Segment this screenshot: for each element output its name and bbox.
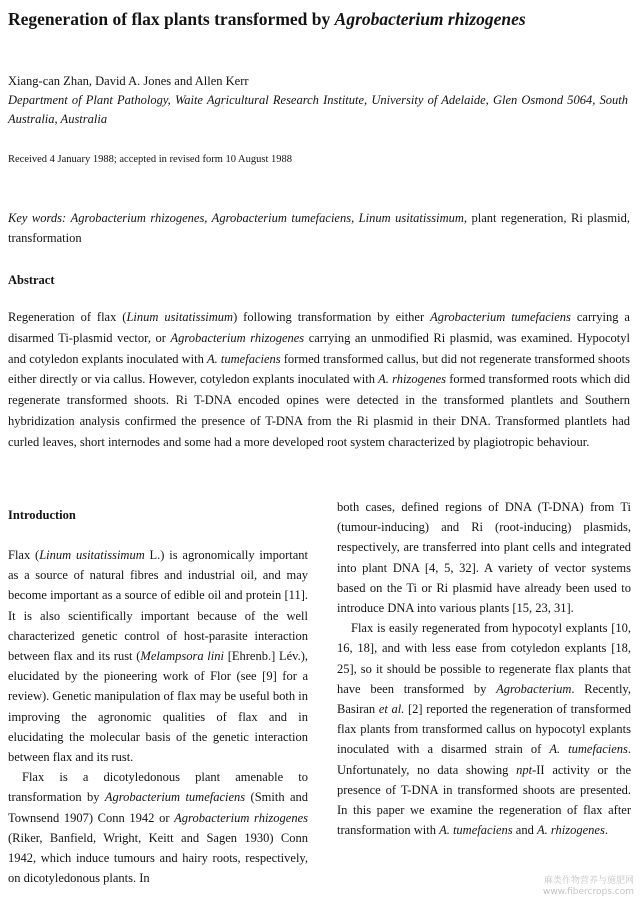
paragraph-text: . Recently, Basiran — [337, 681, 631, 717]
left-column — [8, 545, 308, 888]
abstract-body — [8, 307, 630, 453]
article-title — [8, 8, 632, 30]
watermark-line-2: www.fibercrops.com — [543, 887, 634, 897]
paragraph-text: . Unfortunately, no data showing — [337, 742, 631, 777]
abstract-italic: Agrobacterium rhizogenes — [170, 330, 305, 345]
paragraph-italic: npt — [516, 762, 533, 777]
paragraph-text: Flax ( — [8, 548, 40, 562]
paragraph-italic: Agrobacterium tumefaciens — [104, 790, 246, 805]
paragraph-text: -II activity or the presence of T-DNA in transformed shoots are presented. In this paper we examine the regeneration of flax after transformation with — [337, 762, 631, 838]
keywords-label: Key words: — [8, 211, 67, 225]
abstract-text: ) following transformation by either — [233, 310, 431, 324]
intro-paragraph-3: both cases, defined regions of DNA (T-DNA) from Ti (tumour-inducing) and Ri (root-inducing) plasmids, respectively, are transferred into plant cells and integrated into plant DNA [4, 5, 32]. A variety of vector systems based on the Ti or Ri plasmid have already been used to introduce DNA into various plants [15, 23, 31]. — [337, 500, 631, 616]
right-column — [337, 497, 631, 840]
paragraph-italic: A. rhizogenes — [536, 823, 605, 838]
paragraph-italic: Agrobacterium — [496, 681, 572, 696]
paragraph-italic: et al. — [378, 702, 405, 717]
keywords — [8, 208, 630, 248]
paragraph-text: L.) is agronomically important as a source of natural fibres and industrial oil, and may become important as a source of edible oil and protein [11]. It is also scientifically important because of the well characterized genetic control of host-parasite interaction between flax and its rust ( — [8, 548, 309, 664]
abstract-italic: Linum usitatissimum — [126, 310, 234, 324]
paragraph-text: [Ehrenb.] Lév.), elucidated by the pioneering work of Flor (see [9] for a review). Genetic manipulation of flax may be useful both in improving the agronomic qualities of flax and in elucidating the molecular basis of the genetic interaction between flax and its rust. — [8, 649, 308, 765]
abstract-italic: Agrobacterium tumefaciens — [430, 310, 571, 324]
title-text: Regeneration of flax plants transformed by — [8, 9, 335, 29]
abstract-text: Regeneration of flax ( — [8, 310, 127, 324]
introduction-heading: Introduction — [8, 508, 76, 522]
paragraph-text: (Smith and Townsend 1907) Conn 1942 or — [8, 790, 308, 825]
abstract-text: carrying an unmodified Ri plasmid, was examined. Hypocotyl and cotyledon explants inoculated with — [8, 330, 630, 366]
paragraph-italic: Linum usitatissimum — [39, 548, 145, 562]
keywords-rest: , plant regeneration, Ri plasmid, transformation — [8, 211, 631, 245]
abstract-text: formed transformed roots which did regenerate transformed shoots. Ri T-DNA encoded opines were detected in the transformed plantlets and Southern hybridization analysis confirmed the presence of T-DNA from the Ri plasmid in their DNA. Transformed plantlets had curled leaves, short internodes and some had a more developed root system characterized by plagiotropic behaviour. — [8, 372, 630, 449]
abstract-text: formed transformed callus, but did not regenerate transformed shoots either directly or via callus. However, cotyledon explants inoculated with — [8, 351, 630, 387]
watermark — [543, 876, 634, 898]
paragraph-text: [2] reported the regeneration of transformed flax plants from transformed callus on hypocotyl explants inoculated with a disarmed strain of — [337, 702, 631, 757]
paragraph-italic: A. tumefaciens — [439, 823, 513, 838]
received-dates: Received 4 January 1988; accepted in revised form 10 August 1988 — [8, 154, 293, 165]
abstract-text: carrying a disarmed Ti-plasmid vector, or — [8, 310, 630, 345]
abstract-italic: A. rhizogenes — [378, 372, 447, 387]
paragraph-text: Flax is a dicotyledonous plant amenable to transformation by — [8, 770, 308, 805]
abstract-italic: A. tumefaciens — [207, 351, 281, 366]
paragraph-text: . — [604, 823, 608, 838]
affiliation: Department of Plant Pathology, Waite Agricultural Research Institute, University of Adelaide, Glen Osmond 5064, South Australia, Australia — [8, 93, 628, 126]
paragraph-text: and — [512, 823, 537, 838]
watermark-line-1: 麻类作物营养与施肥网 — [543, 876, 634, 886]
paragraph-text: Flax is easily regenerated from hypocotyl explants [10, 16, 18], and with less ease from cotyledon explants [18, 25], so it should be possible to regenerate flax plants that have been transformed by — [337, 621, 631, 696]
paragraph-italic: Agrobacterium rhizogenes — [174, 810, 308, 825]
title-italic-text: Agrobacterium rhizogenes — [334, 9, 526, 29]
abstract-heading: Abstract — [8, 273, 55, 287]
paragraph-italic: A. tumefaciens — [549, 742, 628, 757]
authors: Xiang-can Zhan, David A. Jones and Allen Kerr — [8, 74, 249, 88]
intro-paragraph-4 — [337, 618, 631, 840]
paragraph-italic: Melampsora lini — [140, 649, 224, 664]
intro-paragraph-1 — [8, 545, 308, 767]
paragraph-text: (Riker, Banfield, Wright, Keitt and Sagen 1930) Conn 1942, which induce tumours and hairy roots, respectively, on dicotyledonous plants. In — [8, 830, 308, 886]
intro-paragraph-2 — [8, 767, 308, 888]
keywords-italic: Agrobacterium rhizogenes, Agrobacterium tumefaciens, Linum usitatissimum — [70, 211, 464, 225]
